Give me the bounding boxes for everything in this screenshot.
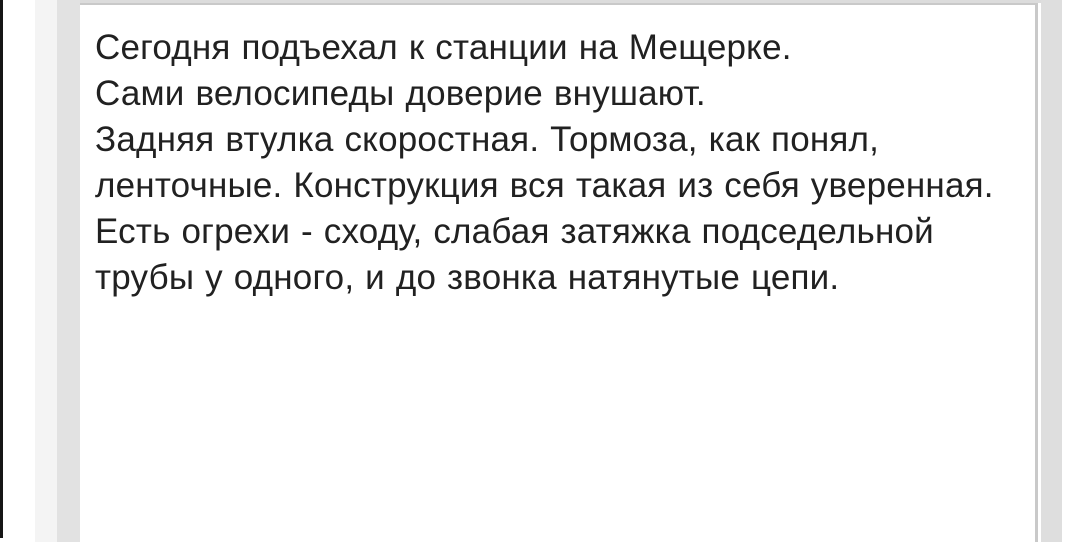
adjacent-page-edge <box>1041 0 1062 542</box>
review-text-body <box>80 5 1035 301</box>
gallery-gutter-shadow <box>57 0 81 542</box>
review-paragraph: Сами велосипеды доверие внушают. <box>95 74 706 113</box>
review-paragraph: Сегодня подъехал к станции на Мещерке. <box>95 28 792 67</box>
review-text-card[interactable] <box>80 3 1038 542</box>
review-paragraph: Задняя втулка скоростная. Тормоза, как понял, ленточные. Конструкция вся такая из себя уверенная. Есть огрехи - сходу, слабая затяжка подседельной трубы у одного, и до звонка натянутые цепи. <box>95 120 994 297</box>
gallery-gutter-light <box>35 0 57 542</box>
screen-left-edge-bar <box>0 0 3 538</box>
